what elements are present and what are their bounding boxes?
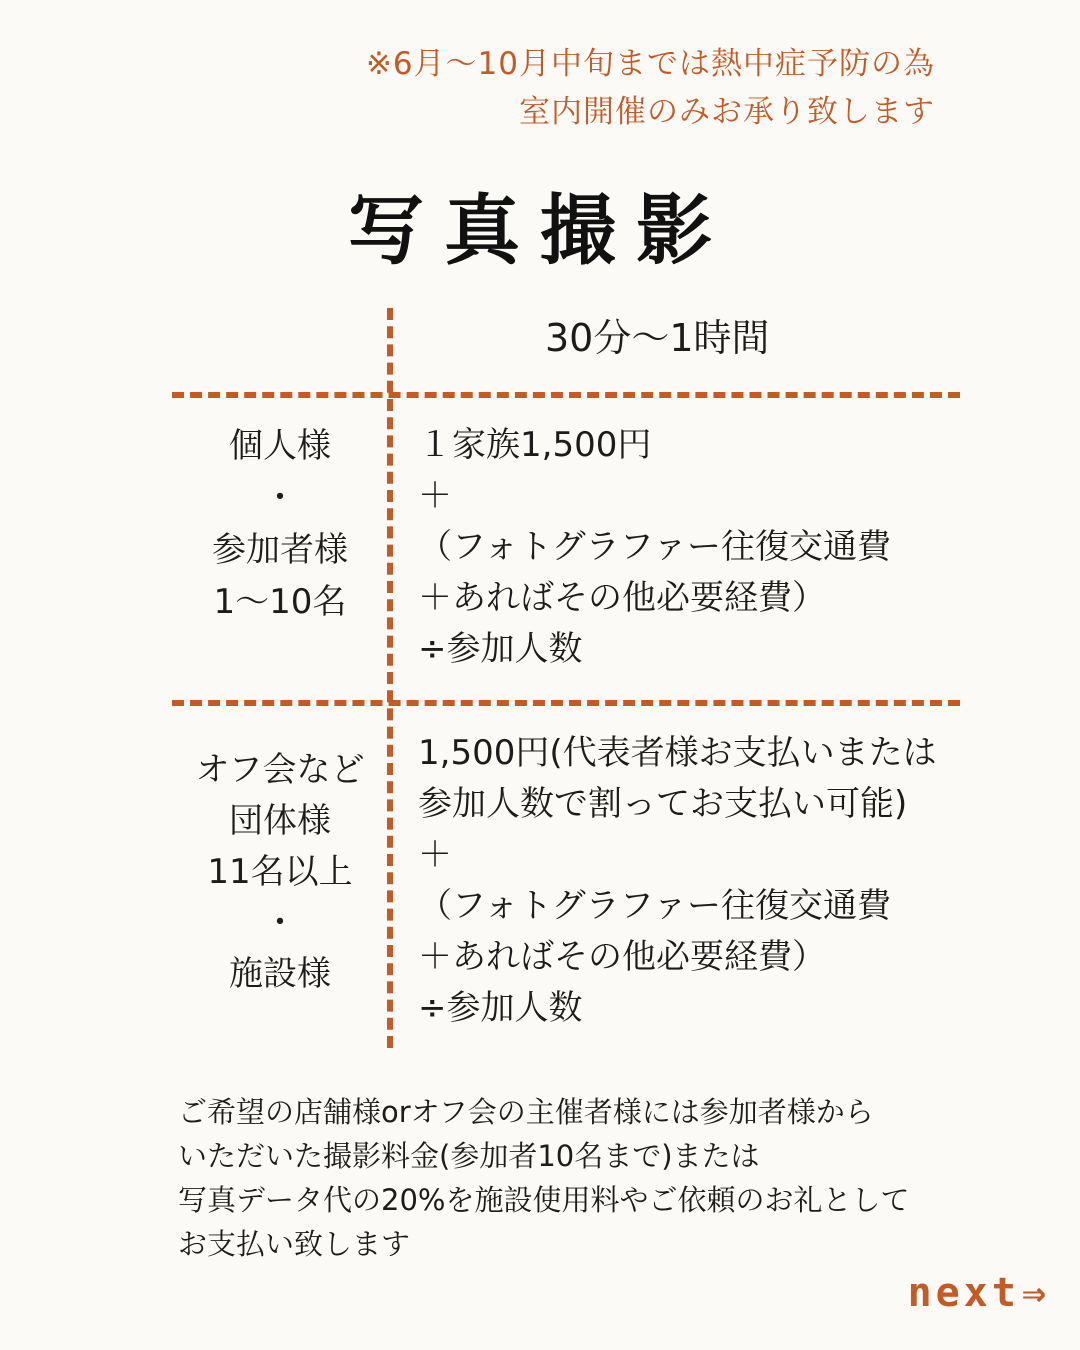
row-group-label	[170, 745, 390, 1000]
row-group-label-line: 団体様	[229, 801, 331, 841]
row-group-label-line: 施設様	[229, 954, 331, 994]
row-group-price-line: ＋あればその他必要経費）	[418, 937, 826, 977]
row-individual-price-line: １家族1,500円	[418, 425, 652, 465]
footer-note-line: いただいた撮影料金(参加者10名まで)または	[178, 1139, 760, 1173]
row-individual-price-line: ＋あればその他必要経費）	[418, 578, 826, 618]
footer-note-line: お支払い致します	[178, 1227, 411, 1261]
row-group-price-line: ÷参加人数	[418, 988, 583, 1028]
row-group-label-line: ・	[263, 903, 297, 943]
table-horizontal-divider-1	[172, 392, 960, 398]
row-individual-label-line: 1〜10名	[213, 582, 347, 622]
heat-notice-line-1: ※6月〜10月中旬までは熱中症予防の為	[365, 46, 935, 82]
double-arrow-right-icon: ⇒	[1021, 1270, 1050, 1316]
page-title: 写真撮影	[348, 186, 732, 275]
footer-note-line: 写真データ代の20%を施設使用料やご依頼のお礼として	[178, 1183, 910, 1217]
row-group-price-line: （フォトグラファー往復交通費	[418, 886, 891, 926]
row-group-price-line: 参加人数で割ってお支払い可能)	[418, 784, 908, 824]
footer-note	[178, 1090, 909, 1266]
row-group-price-line: ＋	[418, 835, 452, 875]
row-individual-price-line: ÷参加人数	[418, 629, 583, 669]
row-individual-label	[170, 420, 390, 628]
row-individual-label-line: ・	[263, 478, 297, 518]
row-individual-price	[418, 420, 891, 675]
row-group-price-line: 1,500円(代表者様お支払いまたは	[418, 733, 937, 773]
row-individual-price-line: ＋	[418, 476, 452, 516]
heat-notice	[366, 40, 935, 136]
row-individual-price-line: （フォトグラファー往復交通費	[418, 527, 891, 567]
next-button[interactable]	[908, 1270, 1050, 1316]
duration-header: 30分〜1時間	[545, 316, 770, 360]
next-label: next	[907, 1270, 1020, 1316]
row-group-label-line: オフ会など	[195, 750, 365, 790]
row-group-price	[418, 728, 937, 1034]
table-horizontal-divider-2	[172, 700, 960, 706]
row-individual-label-line: 参加者様	[212, 530, 348, 570]
footer-note-line: ご希望の店舗様orオフ会の主催者様には参加者様から	[178, 1095, 874, 1129]
row-individual-label-line: 個人様	[229, 426, 331, 466]
row-group-label-line: 11名以上	[207, 852, 353, 892]
heat-notice-line-2: 室内開催のみお承り致します	[519, 94, 935, 130]
